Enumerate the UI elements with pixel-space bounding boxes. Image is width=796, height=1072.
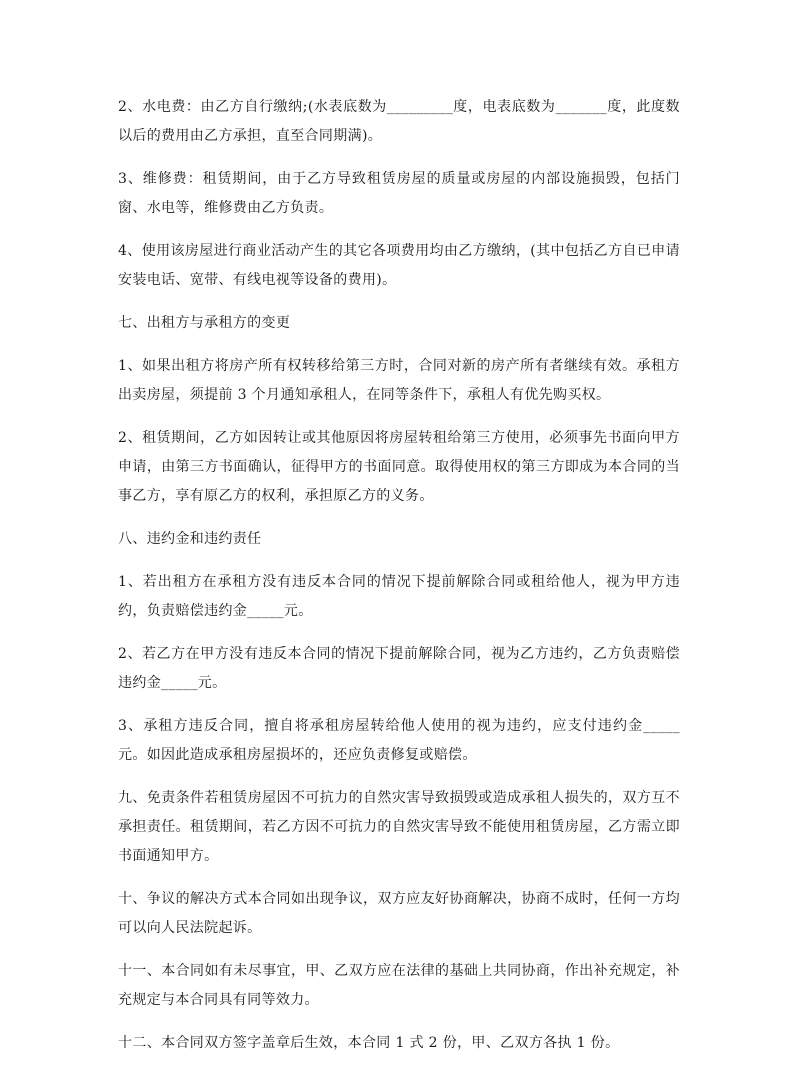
document-body bbox=[118, 93, 680, 1072]
clause-lessor-breach: 1、若出租方在承租方没有违反本合同的情况下提前解除合同或租给他人，视为甲方违约，负责赔偿违约金_____元。 bbox=[118, 574, 680, 619]
clause-lessee-breach: 2、若乙方在甲方没有违反本合同的情况下提前解除合同，视为乙方违约，乙方负责赔偿违约金_____元。 bbox=[118, 646, 680, 691]
clause-unauthorized-sublease: 3、承租方违反合同，擅自将承租房屋转给他人使用的视为违约，应支付违约金_____元。如因此造成承租房屋损坏的，还应负责修复或赔偿。 bbox=[118, 718, 680, 763]
clause-sublease: 2、租赁期间，乙方如因转让或其他原因将房屋转租给第三方使用，必须事先书面向甲方申请，由第三方书面确认，征得甲方的书面同意。取得使用权的第三方即成为本合同的当事乙方，享有原乙方的权利，承担原乙方的义务。 bbox=[118, 430, 680, 504]
clause-dispute-resolution: 十、争议的解决方式本合同如出现争议，双方应友好协商解决，协商不成时，任何一方均可以向人民法院起诉。 bbox=[118, 891, 680, 936]
clause-supplementary-terms: 十一、本合同如有未尽事宜，甲、乙双方应在法律的基础上共同协商，作出补充规定，补充规定与本合同具有同等效力。 bbox=[118, 963, 680, 1008]
section-heading-changes: 七、出租方与承租方的变更 bbox=[118, 315, 291, 331]
clause-water-electricity-fee: 2、水电费：由乙方自行缴纳;(水表底数为_________度，电表底数为_______度，此度数以后的费用由乙方承担，直至合同期满)。 bbox=[118, 99, 680, 144]
clause-force-majeure: 九、免责条件若租赁房屋因不可抗力的自然灾害导致损毁或造成承租人损失的，双方互不承担责任。租赁期间，若乙方因不可抗力的自然灾害导致不能使用租赁房屋，乙方需立即书面通知甲方。 bbox=[118, 790, 680, 864]
clause-maintenance-fee: 3、维修费：租赁期间，由于乙方导致租赁房屋的质量或房屋的内部设施损毁，包括门窗、水电等，维修费由乙方负责。 bbox=[118, 171, 680, 216]
clause-ownership-transfer: 1、如果出租方将房产所有权转移给第三方时，合同对新的房产所有者继续有效。承租方出卖房屋，须提前 3 个月通知承租人，在同等条件下，承租人有优先购买权。 bbox=[118, 358, 680, 403]
clause-effectiveness: 十二、本合同双方签字盖章后生效，本合同 1 式 2 份，甲、乙双方各执 1 份。 bbox=[118, 1035, 620, 1051]
section-heading-penalty: 八、违约金和违约责任 bbox=[118, 531, 262, 547]
clause-commercial-activity-fees: 4、使用该房屋进行商业活动产生的其它各项费用均由乙方缴纳，(其中包括乙方自已申请安装电话、宽带、有线电视等设备的费用)。 bbox=[118, 243, 680, 288]
